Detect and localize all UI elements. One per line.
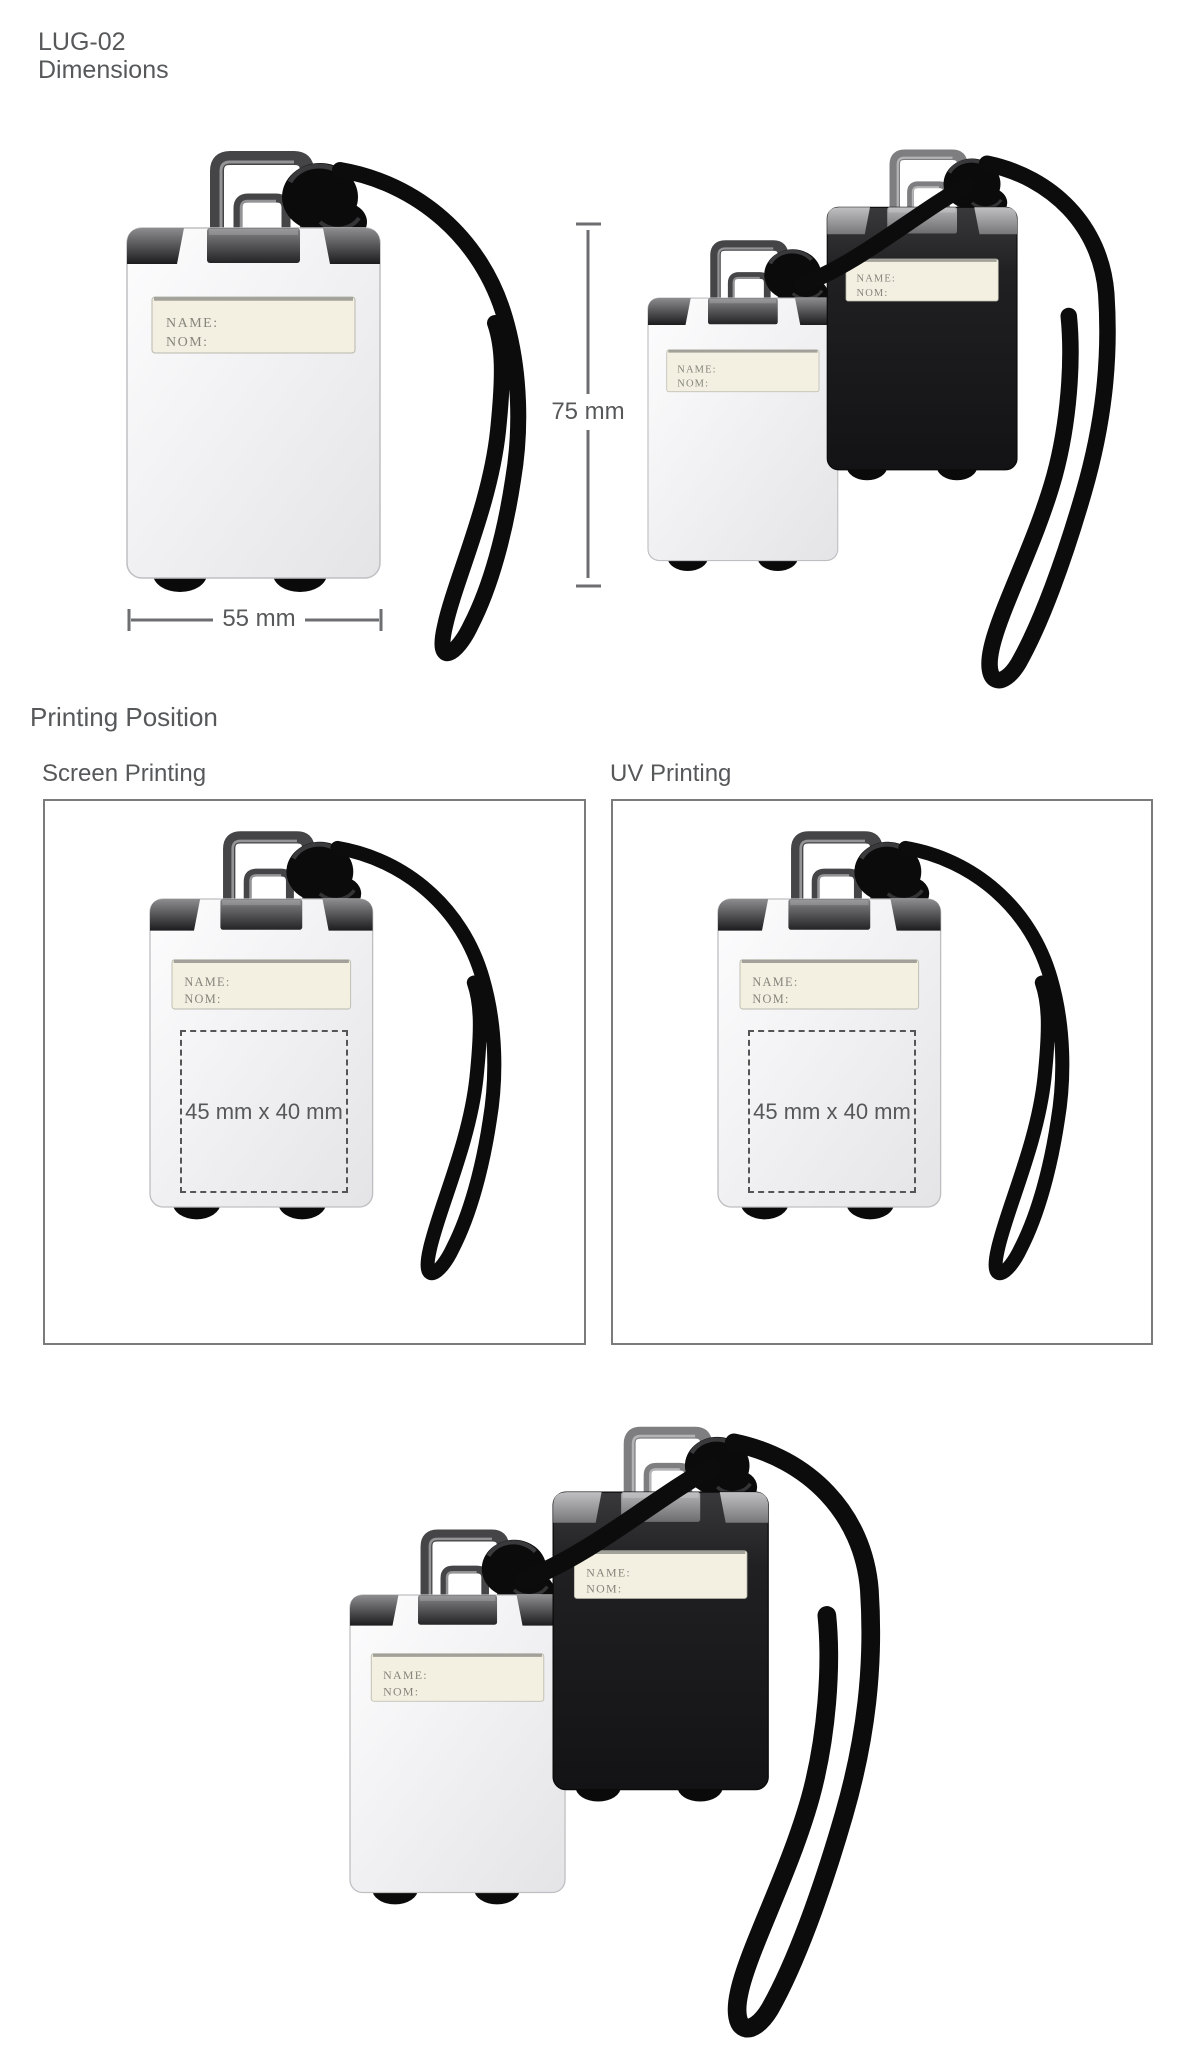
print-area-screen (180, 1030, 348, 1193)
print-area-screen-label: 45 mm x 40 mm (185, 1098, 343, 1124)
figure-pair-bottom (350, 1433, 871, 2028)
dimensions-heading: Dimensions (38, 56, 169, 84)
print-area-uv-label: 45 mm x 40 mm (753, 1098, 911, 1124)
screen-printing-heading: Screen Printing (42, 760, 207, 787)
height-dimension-label: 75 mm (551, 398, 625, 425)
printing-position-heading: Printing Position (30, 702, 218, 732)
page-title (38, 28, 169, 84)
product-illustrations: NAME: NOM: (0, 0, 1198, 2048)
uv-printing-heading: UV Printing (610, 760, 732, 787)
product-code: LUG-02 (38, 28, 126, 56)
width-dimension-label: 55 mm (222, 605, 296, 632)
figure-single-tag (127, 158, 518, 653)
print-area-uv (748, 1030, 916, 1193)
figure-pair-top (648, 155, 1108, 680)
